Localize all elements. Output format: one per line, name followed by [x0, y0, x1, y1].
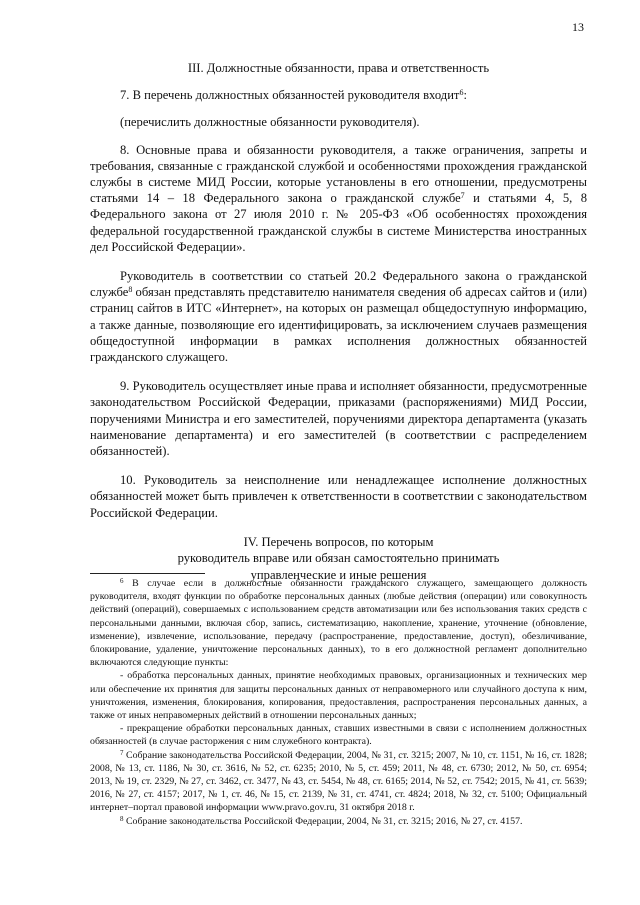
paragraph-7-colon: : [463, 88, 467, 103]
footnote-6 [90, 577, 587, 669]
paragraph-8-part-b: и статьями 4, 5, 8 Федерального закона от 27 июля 2010 г. № 205-ФЗ «Об особенностях прохождения федеральной государственной гражданской службы в системе Министерства иностранных дел Российской Федерации». [90, 191, 587, 254]
paragraph-7-text: 7. В перечень должностных обязанностей руководителя входит [120, 88, 460, 103]
paragraph-8 [90, 142, 587, 255]
paragraph-8-part-a: 8. Основные права и обязанности руководителя, а также ограничения, запреты и требования, связанные с гражданской службой и особенностями прохождения гражданской службы в системе МИД России, которые установлены в его отношении, предусмотрены статьями 14 – 18 Федерального закона о гражданской службе [90, 142, 587, 206]
paragraph-9: 9. Руководитель осуществляет иные права и исполняет обязанности, предусмотренные законодательством Российской Федерации, приказами (распоряжениями) МИД России, поручениями Министра и его заместителей, поручениями директора департамента (указать наименование департамента) и его заместителей (в соответствии с распределением обязанностей). [90, 379, 587, 459]
paragraph-7 [90, 87, 587, 103]
section-4-heading [90, 534, 587, 584]
footnote-6-mark: 6 [120, 577, 124, 585]
footnote-6-text: В случае если в должностные обязанности гражданского служащего, замещающего должность руководителя, входят функции по обработке персональных данных (любые действия (операции) или совокупность действий (операций), совершаемых с использованием средств автоматизации или без использования таких средств с персональными данными, включая сбор, запись, систематизацию, накопление, хранение, уточнение (обновление, изменение), извлечение, использование, передачу (распространение, предоставление, доступ), обезличивание, блокирование, удаление, уничтожение персональных данных), то в его должностной регламент дополнительно включаются следующие пункты: [90, 578, 587, 669]
footnote-7 [90, 749, 587, 815]
paragraph-website-part-a: Руководитель в соответствии со статьей 20.2 Федерального закона о гражданской службе [90, 269, 587, 300]
footnote-7-mark: 7 [120, 748, 124, 757]
paragraph-website-part-b: обязан представлять представителю нанимателя сведения об адресах сайтов и (или) страниц сайтов в ИТС «Интернет», на которых он размещал общедоступную информацию, а также данные, позволяющие его идентифицировать, за исключением случаев размещения общедоступной информации в рамках исполнения должностных обязанностей гражданского служащего. [90, 285, 587, 365]
paragraph-website-info [90, 268, 587, 365]
footnote-ref-6: 6 [459, 88, 464, 98]
section-4-heading-line-1: IV. Перечень вопросов, по которым [243, 534, 434, 549]
section-4-heading-line-3: управленческие и иные решения [250, 567, 427, 582]
page-number: 13 [572, 20, 584, 34]
paragraph-10: 10. Руководитель за неисполнение или ненадлежащее исполнение должностных обязанностей может быть привлечен к ответственности в соответствии с законодательством Российской Федерации. [90, 473, 587, 520]
footnotes [90, 577, 587, 828]
footnote-8 [90, 815, 587, 828]
footnote-8-mark: 8 [120, 814, 124, 823]
section-3-heading: III. Должностные обязанности, права и ответственность [187, 61, 490, 75]
main-text [90, 60, 587, 583]
section-4-heading-line-2: руководитель вправе или обязан самостоятельно принимать [177, 551, 500, 566]
footnote-separator [90, 573, 205, 574]
footnote-6-item-2: - прекращение обработки персональных данных, ставших известными в связи с исполнением должностных обязанностей (в случае расторжения с ним служебного контракта). [90, 723, 587, 748]
paragraph-7-note: (перечислить должностные обязанности руководителя). [120, 115, 420, 130]
footnote-ref-7: 7 [460, 191, 465, 201]
footnote-ref-8: 8 [128, 285, 133, 295]
footnote-8-text: Собрание законодательства Российской Федерации, 2004, № 31, ст. 3215; 2016, № 27, ст. 4157. [123, 815, 523, 827]
footnote-6-item-1: - обработка персональных данных, принятие необходимых правовых, организационных и технических мер или обеспечение их принятия для защиты персональных данных от неправомерного или случайного доступа к ним, уничтожения, изменения, блокирования, копирования, предоставления, распространения персональных данных, а также от иных неправомерных действий в отношении персональных данных; [90, 670, 587, 722]
footnote-7-text: Собрание законодательства Российской Федерации, 2004, № 31, ст. 3215; 2007, № 10, ст. 1151, № 16, ст. 1828; 2008, № 13, ст. 1186, № 30, ст. 3616, № 52, ст. 6235; 2010, № 5, ст. 459; 2011, № 48, ст. 6730; 2012, № 50, ст. 6954; 2013, № 19, ст. 2329, № 27, ст. 3462, ст. 3477, № 43, ст. 5454, № 48, ст. 6165; 2014, № 52, ст. 7542; 2015, № 41, ст. 5639; 2016, № 27, ст. 4157; 2017, № 1, ст. 46, № 15, ст. 2139, № 31, ст. 4741, ст. 4824; 2018, № 32, ст. 5100; Официальный интернет–портал правовой информации www.pravo.gov.ru, 31 октября 2018 г. [90, 749, 587, 814]
